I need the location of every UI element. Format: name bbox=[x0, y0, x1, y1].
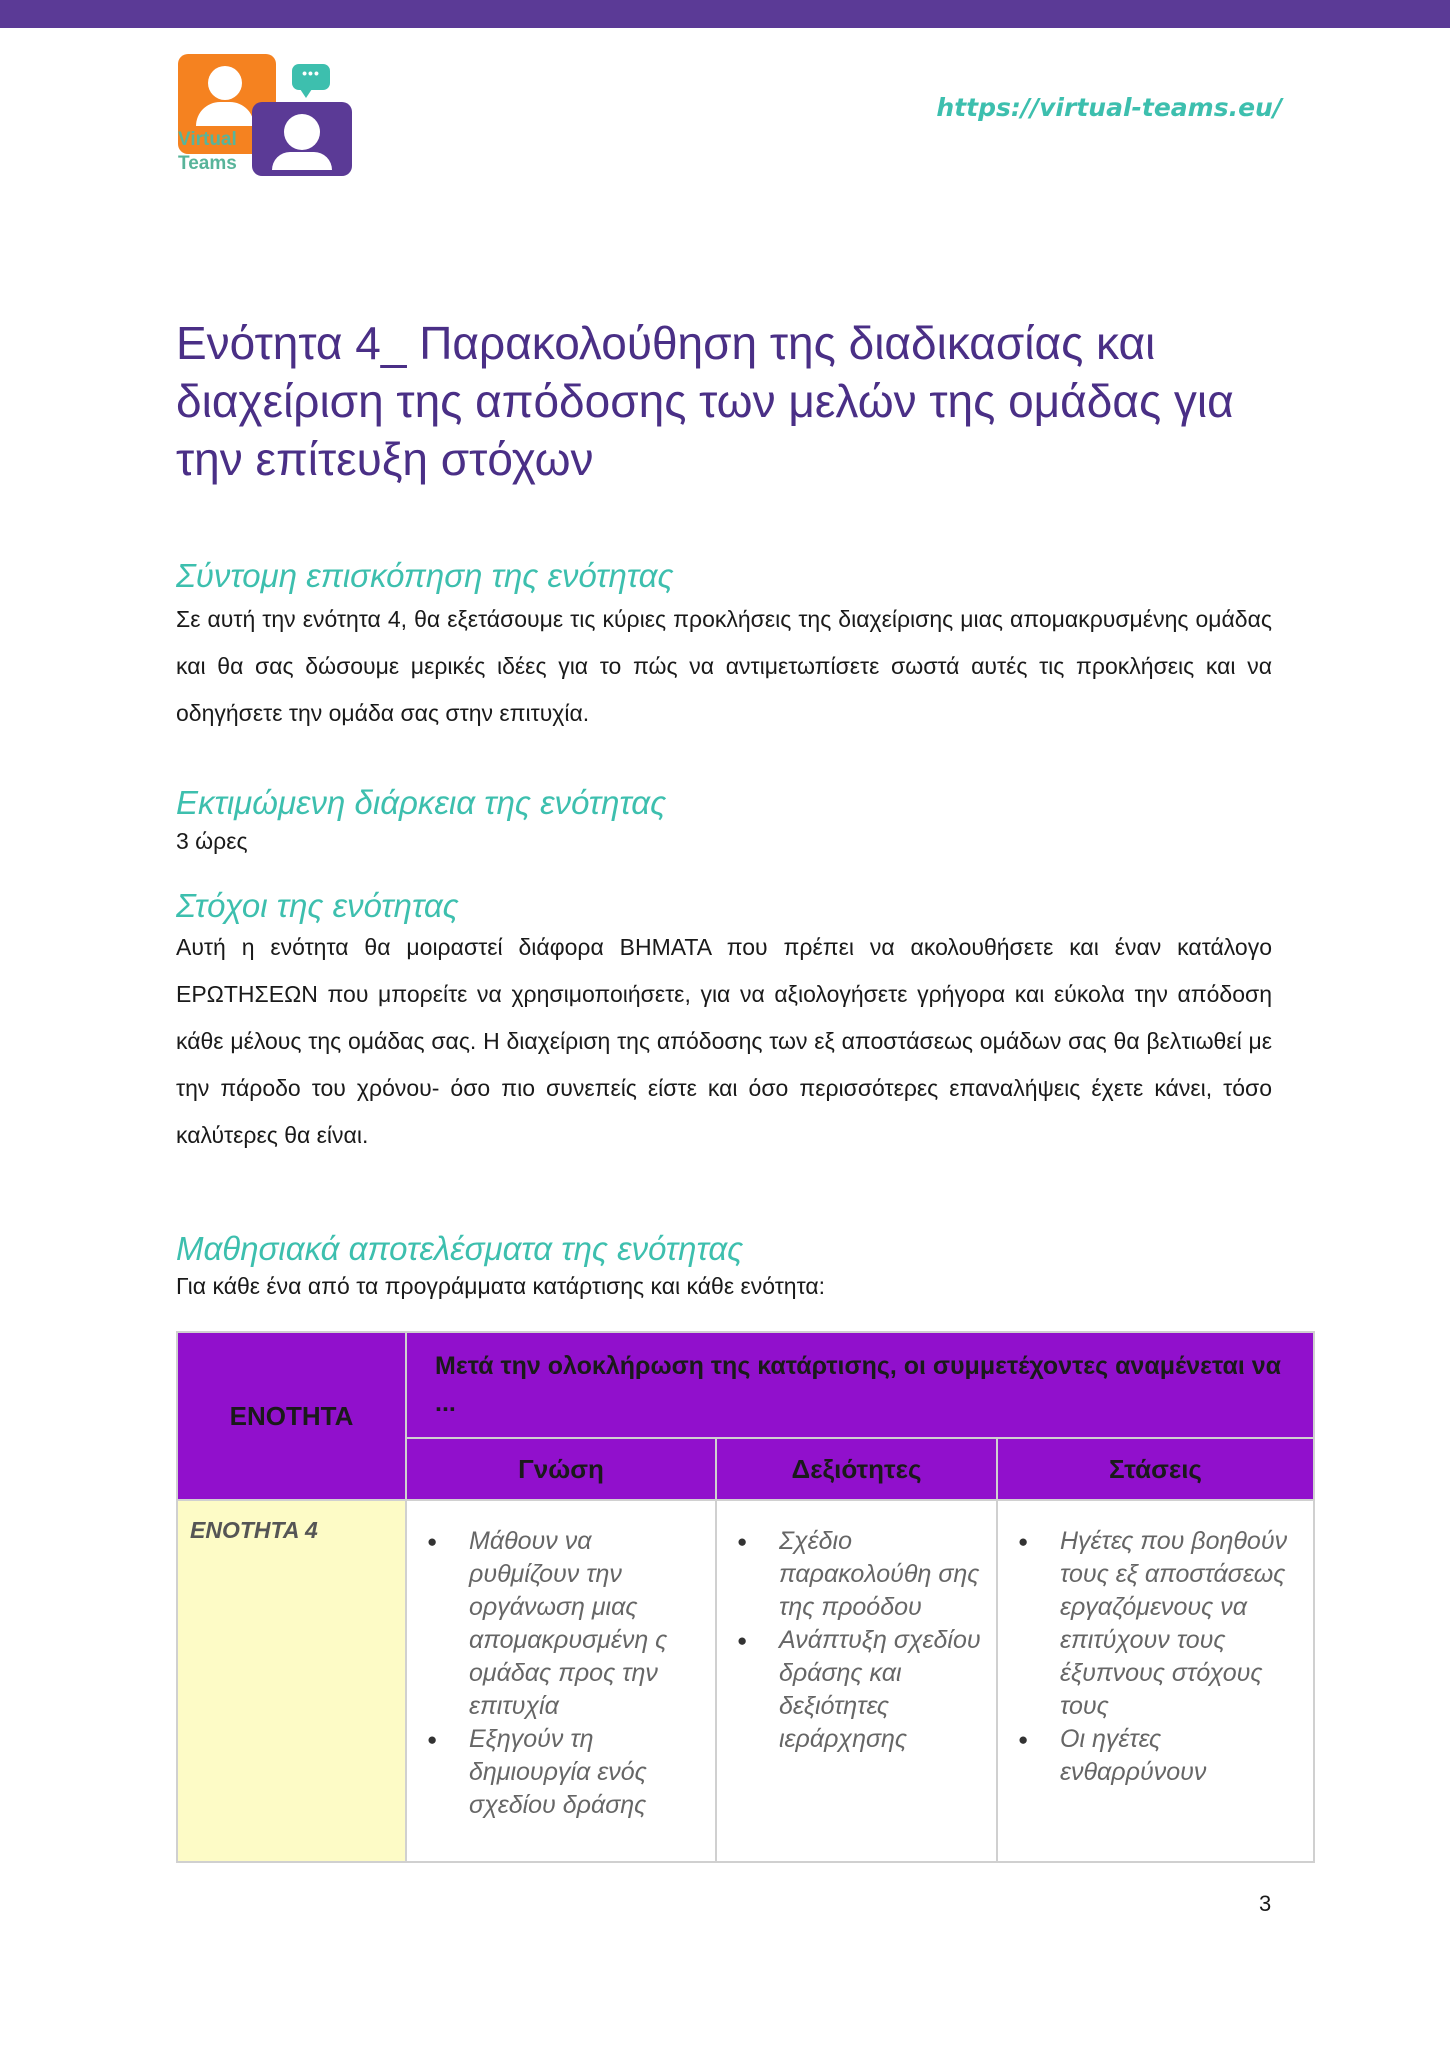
logo-person-body bbox=[272, 152, 332, 170]
goals-text: Αυτή η ενότητα θα μοιραστεί διάφορα ΒΗΜΑΤΑ που πρέπει να ακολουθήσετε και έναν κατάλογο ΕΡΩΤΗΣΕΩΝ που μπορείτε να χρησιμοποιήσετε, για να αξιολογήσετε γρήγορα και εύκολα την απόδοση κάθε μέλους της ομάδας σας. Η διαχείριση της απόδοσης των εξ αποστάσεως ομάδων σας θα βελτιωθεί με την πάροδο του χρόνου- όσο πιο συνεπείς είστε και όσο περισσότερες επαναλήψεις έχετε κάνει, τόσο καλύτερες θα είναι. bbox=[176, 934, 1272, 1148]
list-item: ● Σχέδιο παρακολούθη σης της προόδου bbox=[779, 1525, 986, 1624]
overview-text: Σε αυτή την ενότητα 4, θα εξετάσουμε τις κύριες προκλήσεις της διαχείρισης μιας απομακρυσμένης ομάδας και θα σας δώσουμε μερικές ιδέες για το πώς να αντιμετωπίσετε σωστά αυτές τις προκλήσεις και να οδηγήσετε την ομάδα σας στην επιτυχία. bbox=[176, 606, 1272, 726]
outcomes-heading: Μαθησιακά αποτελέσματα της ενότητας bbox=[176, 1230, 744, 1267]
goals-heading: Στόχοι της ενότητας bbox=[176, 887, 459, 924]
unit-cell: ΕΝΟΤΗΤΑ 4 bbox=[177, 1500, 406, 1862]
website-url[interactable]: https://virtual-teams.eu/ bbox=[936, 93, 1282, 122]
logo-person-icon bbox=[284, 114, 320, 150]
unit-column-header: ΕΝΟΤΗΤΑ bbox=[177, 1332, 406, 1500]
overview-heading: Σύντομη επισκόπηση της ενότητας bbox=[176, 557, 674, 594]
skills-cell bbox=[716, 1500, 997, 1862]
page-number: 3 bbox=[1259, 1891, 1272, 1916]
top-accent-bar bbox=[0, 0, 1450, 28]
logo-text: Virtual Teams bbox=[178, 129, 237, 174]
page-title: Ενότητα 4_ Παρακολούθηση της διαδικασίας και διαχείριση της απόδοσης των μελών της ομάδας για την επίτευξη στόχων bbox=[176, 317, 1234, 485]
list-item: ● Ανάπτυξη σχεδίου δράσης και δεξιότητες ιεράρχησης bbox=[779, 1624, 986, 1756]
knowledge-header: Γνώση bbox=[406, 1438, 716, 1500]
list-item: ● Εξηγούν τη δημιουργία ενός σχεδίου δράσης bbox=[469, 1723, 705, 1822]
learning-outcomes-table bbox=[176, 1331, 1315, 1863]
outcomes-text: Για κάθε ένα από τα προγράμματα κατάρτισης και κάθε ενότητα: bbox=[176, 1273, 826, 1299]
skills-header: Δεξιότητες bbox=[716, 1438, 997, 1500]
attitudes-cell bbox=[997, 1500, 1314, 1862]
knowledge-cell bbox=[406, 1500, 716, 1862]
list-item: ● Οι ηγέτες ενθαρρύνουν bbox=[1060, 1723, 1303, 1789]
logo-person-icon bbox=[208, 66, 242, 100]
duration-text: 3 ώρες bbox=[176, 828, 248, 854]
virtual-teams-logo bbox=[176, 52, 354, 182]
duration-heading: Εκτιμώμενη διάρκεια της ενότητας bbox=[176, 784, 667, 821]
list-item: ● Ηγέτες που βοηθούν τους εξ αποστάσεως εργαζόμενους να επιτύχουν τους έξυπνους στόχους τους bbox=[1060, 1525, 1303, 1723]
outcomes-column-header: Μετά την ολοκλήρωση της κατάρτισης, οι συμμετέχοντες αναμένεται να ... bbox=[406, 1332, 1314, 1438]
list-item: ● Μάθουν να ρυθμίζουν την οργάνωση μιας απομακρυσμένη ς ομάδας προς την επιτυχία bbox=[469, 1525, 705, 1723]
chat-bubble-icon: ••• bbox=[292, 64, 330, 90]
attitudes-header: Στάσεις bbox=[997, 1438, 1314, 1500]
